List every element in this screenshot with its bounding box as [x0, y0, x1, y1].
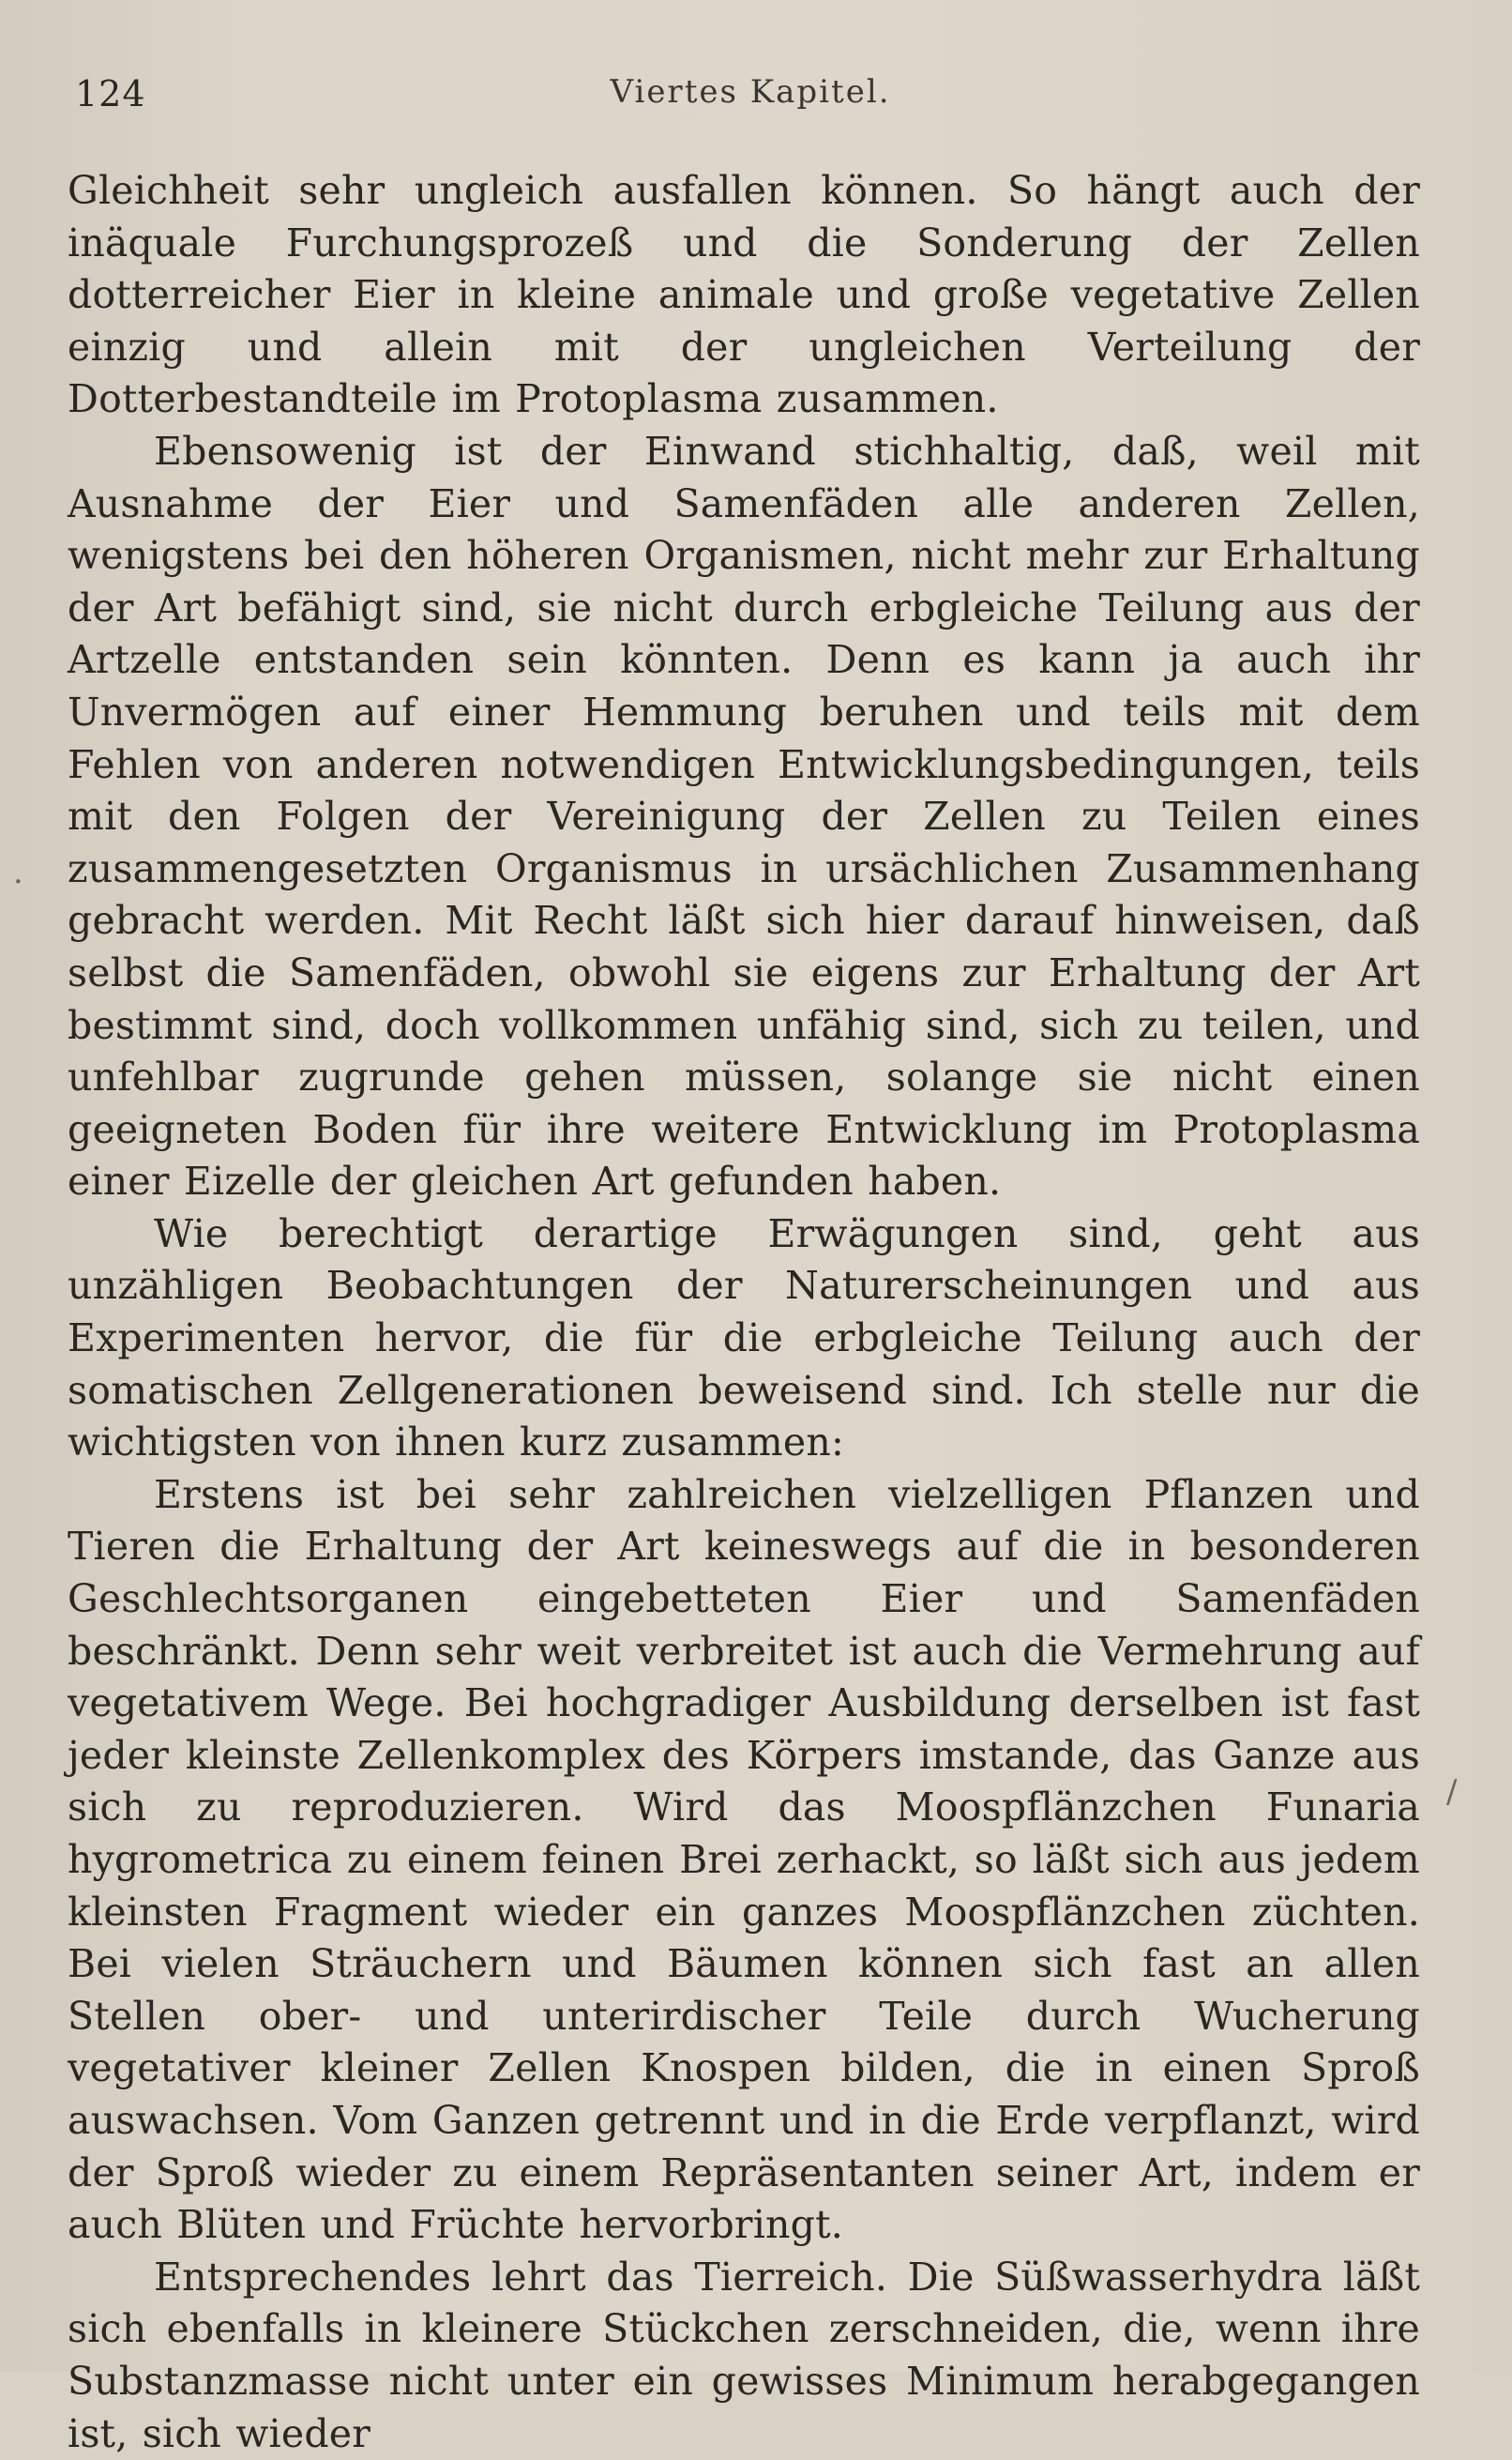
paragraph: Ebensowenig ist der Einwand stichhaltig, daß, weil mit Ausnahme der Eier und Samenfäden alle anderen Zellen, wenigstens bei den höheren Organismen, nicht mehr zur Erhaltung der Art befähigt sind, sie nicht durch erbgleiche Teilung aus der Artzelle entstanden sein könnten. Denn es kann ja auch ihr Unvermögen auf einer Hemmung beruhen und teils mit dem Fehlen von anderen notwendigen Entwicklungsbedingungen, teils mit den Folgen der Vereinigung der Zellen zu Teilen eines zusammengesetzten Organismus in ursächlichen Zusammenhang gebracht werden. Mit Recht läßt sich hier darauf hinweisen, daß selbst die Samenfäden, obwohl sie eigens zur Erhaltung der Art bestimmt sind, doch vollkommen unfähig sind, sich zu teilen, und unfehlbar zugrunde gehen müssen, solange sie nicht einen geeigneten Boden für ihre weitere Entwicklung im Protoplasma einer Eizelle der gleichen Art gefunden haben. [68, 428, 1420, 1205]
paragraph-continuation: Gleichheit sehr ungleich ausfallen können. So hängt auch der inäquale Furchungsprozeß und die Sonderung der Zellen dotterreicher Eier in kleine animale und große vegetative Zellen einzig und allein mit der ungleichen Verteilung der Dotterbestandteile im Protoplasma zusammen. [68, 168, 1420, 422]
paragraph: Wie berechtigt derartige Erwägungen sind, geht aus unzähligen Beobachtungen der Naturerscheinungen und aus Experimenten hervor, die für die erbgleiche Teilung auch der somatischen Zellgenerationen beweisend sind. Ich stelle nur die wichtigsten von ihnen kurz zusammen: [68, 1210, 1420, 1465]
running-title: Viertes Kapitel. [610, 73, 891, 111]
paragraph: Entsprechendes lehrt das Tierreich. Die Süßwasserhydra läßt sich ebenfalls in kleinere Stückchen zerschneiden, die, wenn ihre Substanzmasse nicht unter ein gewisses Minimum herabgegangen ist, sich wieder [68, 2254, 1420, 2456]
page-number: 124 [75, 73, 146, 114]
page-header [75, 68, 1426, 124]
margin-mark: · [13, 863, 23, 901]
paragraph: Erstens ist bei sehr zahlreichen vielzelligen Pflanzen und Tieren die Erhaltung der Art keineswegs auf die in besonderen Geschlechtsorganen eingebetteten Eier und Samenfäden beschränkt. Denn sehr weit verbreitet ist auch die Vermehrung auf vegetativem Wege. Bei hochgradiger Ausbildung derselben ist fast jeder kleinste Zellenkomplex des Körpers imstande, das Ganze aus sich zu reproduzieren. Wird das Moospflänzchen Funaria hygrometrica zu einem feinen Brei zerhackt, so läßt sich aus jedem kleinsten Fragment wieder ein ganzes Moospflänzchen züchten. Bei vielen Sträuchern und Bäumen können sich fast an allen Stellen ober- und unterirdischer Teile durch Wucherung vegetativer kleiner Zellen Knospen bilden, die in einen Sproß auswachsen. Vom Ganzen getrennt und in die Erde verpflanzt, wird der Sproß wieder zu einem Repräsentanten seiner Art, indem er auch Blüten und Früchte hervorbringt. [68, 1471, 1420, 2248]
margin-mark: / [1446, 1773, 1458, 1811]
body-text [68, 165, 1420, 2460]
